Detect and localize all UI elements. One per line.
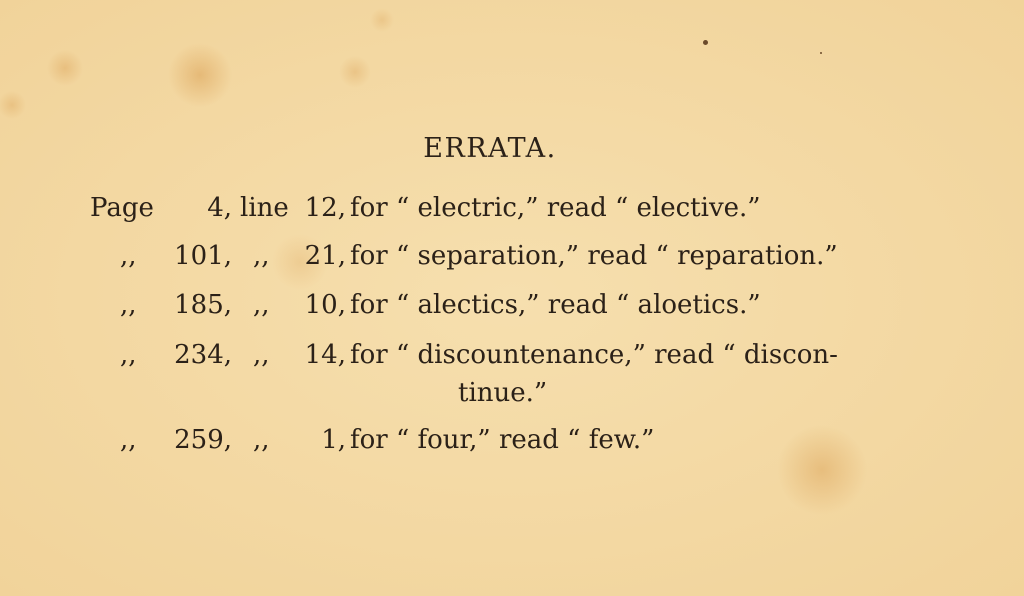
row-prefix: ,,: [120, 241, 137, 271]
page-number: 101,: [174, 241, 232, 271]
row-prefix: ,,: [120, 425, 137, 455]
line-number: 10,: [304, 290, 346, 320]
line-number: 21,: [304, 241, 346, 271]
page-number: 4,: [207, 193, 232, 223]
line-label: ,,: [253, 290, 270, 320]
page-number: 259,: [174, 425, 232, 455]
row-prefix: ,,: [120, 290, 137, 320]
correction-text: for “ four,” read “ few.”: [350, 425, 655, 455]
line-number: 14,: [304, 340, 346, 370]
correction-text: for “ electric,” read “ elective.”: [350, 193, 761, 223]
correction-text: for “ separation,” read “ reparation.”: [350, 241, 838, 271]
correction-continuation: tinue.”: [458, 378, 548, 408]
line-label: ,,: [253, 241, 270, 271]
correction-text: for “ alectics,” read “ aloetics.”: [350, 290, 761, 320]
errata-title: ERRATA.: [423, 133, 557, 164]
row-prefix: Page: [90, 193, 154, 223]
page-number: 234,: [174, 340, 232, 370]
line-number: 12,: [304, 193, 346, 223]
row-prefix: ,,: [120, 340, 137, 370]
paper-fleck: [820, 52, 822, 54]
line-number: 1,: [321, 425, 346, 455]
page-number: 185,: [174, 290, 232, 320]
line-label: ,,: [253, 425, 270, 455]
paper-fleck: [703, 40, 708, 45]
line-label: ,,: [253, 340, 270, 370]
correction-text: for “ discountenance,” read “ discon-: [350, 340, 838, 370]
line-label: line: [240, 193, 289, 223]
